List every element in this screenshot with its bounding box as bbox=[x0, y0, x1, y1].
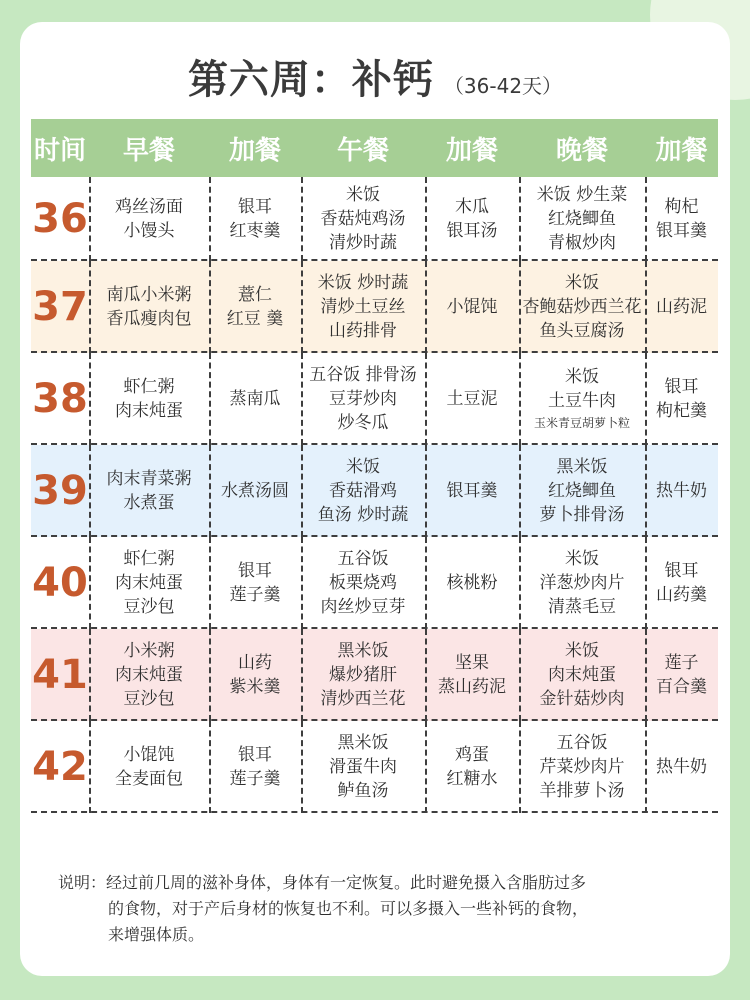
food-item: 红枣羹 bbox=[229, 221, 281, 241]
table-row bbox=[31, 629, 718, 721]
cell-snack-3 bbox=[645, 537, 718, 629]
food-item: 五谷饭 bbox=[556, 733, 608, 753]
cell-snack-2 bbox=[425, 721, 519, 813]
cell-lunch bbox=[301, 177, 425, 261]
food-item: 红糖水 bbox=[446, 769, 498, 789]
food-item: 清炒土豆丝 bbox=[320, 297, 406, 317]
header-lunch: 午餐 bbox=[336, 135, 389, 166]
cell-snack-2 bbox=[425, 353, 519, 445]
food-item: 清蒸毛豆 bbox=[548, 597, 616, 617]
food-item: 坚果 bbox=[455, 653, 489, 673]
food-item: 土豆泥 bbox=[446, 389, 498, 409]
food-item: 爆炒猪肝 bbox=[329, 665, 397, 685]
food-item: 南瓜小米粥 bbox=[106, 285, 192, 305]
food-item: 米饭 bbox=[346, 457, 380, 477]
food-item: 青椒炒肉 bbox=[548, 233, 616, 253]
food-item: 银耳 bbox=[238, 745, 272, 765]
food-item: 枸杞 bbox=[664, 197, 699, 217]
header-snack-2: 加餐 bbox=[445, 135, 498, 166]
food-item: 米饭 炒时蔬 bbox=[317, 273, 409, 293]
food-item: 玉米青豆胡萝卜粒 bbox=[533, 416, 630, 430]
cell-snack-2 bbox=[425, 261, 519, 353]
food-item: 肉末炖蛋 bbox=[115, 401, 183, 421]
cell-breakfast bbox=[89, 177, 209, 261]
food-item: 豆沙包 bbox=[123, 689, 175, 709]
food-item: 黑米饭 bbox=[556, 457, 608, 477]
table-header bbox=[31, 119, 718, 177]
food-item: 洋葱炒肉片 bbox=[539, 573, 625, 593]
food-item: 鸡蛋 bbox=[455, 745, 489, 765]
food-item: 水煮汤圆 bbox=[221, 481, 289, 501]
cell-dinner bbox=[519, 177, 645, 261]
food-item: 紫米羹 bbox=[229, 677, 281, 697]
food-item: 肉末青菜粥 bbox=[106, 469, 192, 489]
cell-lunch bbox=[301, 629, 425, 721]
food-item: 杏鲍菇炒西兰花 bbox=[522, 297, 642, 317]
cell-snack-2 bbox=[425, 629, 519, 721]
food-item: 热牛奶 bbox=[656, 757, 707, 777]
meal-table bbox=[31, 177, 718, 813]
day-number: 39 bbox=[32, 468, 88, 514]
cell-snack-1 bbox=[209, 261, 301, 353]
food-item: 鲈鱼汤 bbox=[337, 781, 389, 801]
table-row bbox=[31, 537, 718, 629]
food-item: 百合羹 bbox=[656, 677, 707, 697]
food-item: 肉末炖蛋 bbox=[548, 665, 616, 685]
food-item: 鱼头豆腐汤 bbox=[539, 321, 625, 341]
cell-dinner bbox=[519, 261, 645, 353]
cell-breakfast bbox=[89, 445, 209, 537]
food-item: 蒸南瓜 bbox=[229, 389, 281, 409]
food-item: 红豆 羹 bbox=[226, 309, 284, 329]
cell-snack-3 bbox=[645, 445, 718, 537]
explanation-note bbox=[58, 870, 718, 948]
cell-snack-1 bbox=[209, 353, 301, 445]
food-item: 米饭 bbox=[565, 549, 599, 569]
cell-snack-3 bbox=[645, 177, 718, 261]
food-item: 木瓜 bbox=[455, 197, 489, 217]
food-item: 五谷饭 排骨汤 bbox=[309, 365, 417, 385]
cell-snack-1 bbox=[209, 721, 301, 813]
food-item: 山药泥 bbox=[656, 297, 707, 317]
cell-snack-3 bbox=[645, 261, 718, 353]
food-item: 小米粥 bbox=[123, 641, 175, 661]
note-line: 来增强体质。 bbox=[108, 925, 205, 944]
food-item: 核桃粉 bbox=[446, 573, 498, 593]
cell-dinner bbox=[519, 353, 645, 445]
food-item: 蒸山药泥 bbox=[438, 677, 506, 697]
cell-snack-2 bbox=[425, 445, 519, 537]
food-item: 全麦面包 bbox=[115, 769, 183, 789]
food-item: 山药 bbox=[238, 653, 272, 673]
food-item: 肉丝炒豆芽 bbox=[320, 597, 406, 617]
food-item: 枸杞羹 bbox=[656, 401, 707, 421]
food-item: 银耳羹 bbox=[446, 481, 498, 501]
cell-breakfast bbox=[89, 721, 209, 813]
cell-snack-3 bbox=[645, 721, 718, 813]
food-item: 豆沙包 bbox=[123, 597, 175, 617]
day-number: 41 bbox=[32, 652, 88, 698]
cell-dinner bbox=[519, 721, 645, 813]
cell-breakfast bbox=[89, 353, 209, 445]
day-number: 38 bbox=[32, 376, 88, 422]
header-dinner: 晚餐 bbox=[555, 135, 608, 166]
cell-lunch bbox=[301, 261, 425, 353]
header-time: 时间 bbox=[33, 135, 86, 166]
food-item: 莲子 bbox=[664, 653, 699, 673]
food-item: 米饭 炒生菜 bbox=[536, 185, 628, 205]
table-row bbox=[31, 445, 718, 537]
food-item: 板栗烧鸡 bbox=[329, 573, 397, 593]
cell-snack-3 bbox=[645, 353, 718, 445]
food-item: 炒冬瓜 bbox=[337, 413, 389, 433]
food-item: 鸡丝汤面 bbox=[115, 197, 183, 217]
day-number: 42 bbox=[32, 744, 88, 790]
food-item: 米饭 bbox=[565, 367, 599, 387]
table-row bbox=[31, 177, 718, 261]
day-number: 37 bbox=[32, 284, 88, 330]
cell-lunch bbox=[301, 537, 425, 629]
food-item: 莲子羹 bbox=[229, 769, 281, 789]
food-item: 香菇炖鸡汤 bbox=[320, 209, 406, 229]
cell-snack-1 bbox=[209, 629, 301, 721]
header-breakfast: 早餐 bbox=[122, 135, 175, 166]
cell-snack-2 bbox=[425, 537, 519, 629]
cell-dinner bbox=[519, 445, 645, 537]
table-row bbox=[31, 353, 718, 445]
page-title bbox=[0, 48, 750, 108]
food-item: 滑蛋牛肉 bbox=[329, 757, 397, 777]
food-item: 虾仁粥 bbox=[123, 377, 175, 397]
food-item: 金针菇炒肉 bbox=[539, 689, 625, 709]
day-number: 40 bbox=[32, 560, 88, 606]
food-item: 黑米饭 bbox=[337, 641, 389, 661]
day-number: 36 bbox=[32, 196, 88, 242]
food-item: 萝卜排骨汤 bbox=[539, 505, 625, 525]
food-item: 莲子羹 bbox=[229, 585, 281, 605]
food-item: 银耳 bbox=[238, 197, 272, 217]
food-item: 清炒西兰花 bbox=[320, 689, 406, 709]
table-row bbox=[31, 721, 718, 813]
food-item: 肉末炖蛋 bbox=[115, 665, 183, 685]
cell-lunch bbox=[301, 445, 425, 537]
title-main: 第六周：补钙 bbox=[187, 57, 434, 103]
food-item: 香瓜瘦肉包 bbox=[106, 309, 192, 329]
food-item: 薏仁 bbox=[238, 285, 272, 305]
cell-dinner bbox=[519, 537, 645, 629]
food-item: 土豆牛肉 bbox=[548, 391, 616, 411]
note-line: 的食物，对于产后身材的恢复也不利。可以多摄入一些补钙的食物， bbox=[108, 899, 589, 918]
food-item: 五谷饭 bbox=[337, 549, 389, 569]
food-item: 山药排骨 bbox=[329, 321, 397, 341]
cell-breakfast bbox=[89, 537, 209, 629]
food-item: 红烧鲫鱼 bbox=[548, 209, 616, 229]
food-item: 小馒头 bbox=[123, 221, 175, 241]
food-item: 银耳羹 bbox=[656, 221, 707, 241]
food-item: 鱼汤 炒时蔬 bbox=[317, 505, 409, 525]
food-item: 小馄饨 bbox=[123, 745, 175, 765]
food-item: 肉末炖蛋 bbox=[115, 573, 183, 593]
food-item: 热牛奶 bbox=[656, 481, 707, 501]
cell-snack-1 bbox=[209, 177, 301, 261]
cell-snack-3 bbox=[645, 629, 718, 721]
note-line: 说明：经过前几周的滋补身体，身体有一定恢复。此时避免摄入含脂肪过多 bbox=[58, 873, 587, 892]
food-item: 银耳 bbox=[238, 561, 272, 581]
header-snack-1: 加餐 bbox=[228, 135, 281, 166]
food-item: 虾仁粥 bbox=[123, 549, 175, 569]
food-item: 银耳汤 bbox=[446, 221, 498, 241]
food-item: 芹菜炒肉片 bbox=[539, 757, 625, 777]
food-item: 米饭 bbox=[565, 273, 599, 293]
food-item: 香菇滑鸡 bbox=[329, 481, 397, 501]
cell-lunch bbox=[301, 721, 425, 813]
food-item: 清炒时蔬 bbox=[329, 233, 397, 253]
cell-snack-2 bbox=[425, 177, 519, 261]
cell-breakfast bbox=[89, 629, 209, 721]
food-item: 羊排萝卜汤 bbox=[539, 781, 625, 801]
food-item: 黑米饭 bbox=[337, 733, 389, 753]
food-item: 小馄饨 bbox=[446, 297, 498, 317]
cell-dinner bbox=[519, 629, 645, 721]
food-item: 米饭 bbox=[346, 185, 380, 205]
food-item: 银耳 bbox=[664, 561, 699, 581]
cell-snack-1 bbox=[209, 537, 301, 629]
food-item: 米饭 bbox=[565, 641, 599, 661]
cell-lunch bbox=[301, 353, 425, 445]
table-row bbox=[31, 261, 718, 353]
food-item: 水煮蛋 bbox=[123, 493, 175, 513]
food-item: 山药羹 bbox=[656, 585, 707, 605]
food-item: 豆芽炒肉 bbox=[329, 389, 397, 409]
food-item: 红烧鲫鱼 bbox=[548, 481, 616, 501]
title-subtitle: （36-42天） bbox=[443, 74, 563, 98]
cell-snack-1 bbox=[209, 445, 301, 537]
cell-breakfast bbox=[89, 261, 209, 353]
food-item: 银耳 bbox=[664, 377, 699, 397]
header-snack-3: 加餐 bbox=[655, 135, 708, 166]
